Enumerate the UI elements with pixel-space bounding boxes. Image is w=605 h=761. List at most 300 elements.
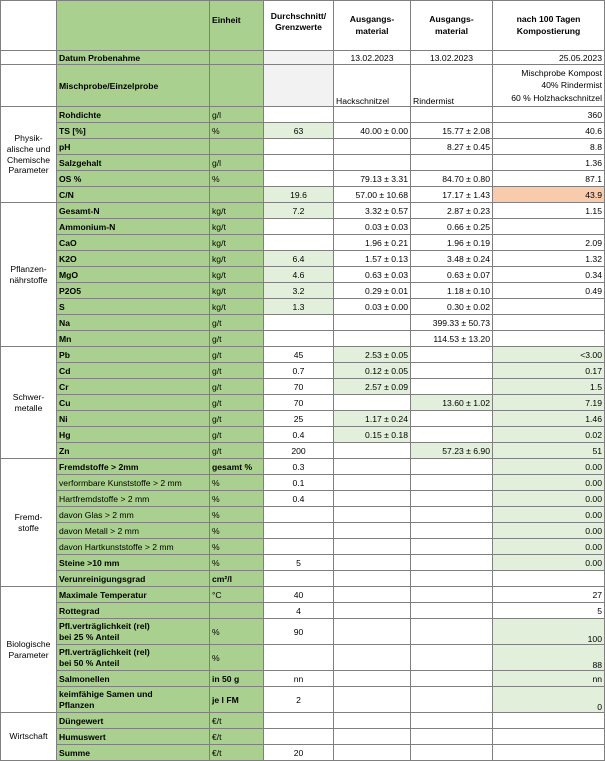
row-limit: 0.4 bbox=[264, 427, 334, 443]
row-value-1 bbox=[334, 729, 411, 745]
table-row bbox=[1, 363, 605, 379]
row-label: TS [%] bbox=[57, 123, 210, 139]
row-value-3: 7.19 bbox=[493, 395, 605, 411]
row-limit: 4 bbox=[264, 603, 334, 619]
row-value-2: 0.66 ± 0.25 bbox=[411, 219, 493, 235]
table-row bbox=[1, 331, 605, 347]
row-value-1 bbox=[334, 107, 411, 123]
table-row bbox=[1, 475, 605, 491]
table-row bbox=[1, 315, 605, 331]
row-value-3: 0.00 bbox=[493, 523, 605, 539]
row-value-1: 40.00 ± 0.00 bbox=[334, 123, 411, 139]
row-unit: g/t bbox=[210, 443, 264, 459]
row-value-3: 5 bbox=[493, 603, 605, 619]
table-row bbox=[1, 139, 605, 155]
mix-unit bbox=[210, 65, 264, 107]
category-naehr: Pflanzen- nährstoffe bbox=[1, 203, 57, 347]
row-value-2 bbox=[411, 745, 493, 761]
row-label: S bbox=[57, 299, 210, 315]
row-label: C/N bbox=[57, 187, 210, 203]
row-label: Ammonium-N bbox=[57, 219, 210, 235]
row-value-3: 100 bbox=[493, 619, 605, 645]
row-limit: 45 bbox=[264, 347, 334, 363]
row-value-3: 1.15 bbox=[493, 203, 605, 219]
row-label: Maximale Temperatur bbox=[57, 587, 210, 603]
row-unit: kg/t bbox=[210, 283, 264, 299]
row-value-3: 88 bbox=[493, 645, 605, 671]
row-value-3: 2.09 bbox=[493, 235, 605, 251]
row-value-2: 17.17 ± 1.43 bbox=[411, 187, 493, 203]
mix-cat-cell bbox=[1, 65, 57, 107]
header-col3: nach 100 Tagen Kompostierung bbox=[493, 1, 605, 51]
row-limit: 20 bbox=[264, 745, 334, 761]
row-limit: nn bbox=[264, 671, 334, 687]
row-unit: gesamt % bbox=[210, 459, 264, 475]
row-value-3: <3.00 bbox=[493, 347, 605, 363]
mix-value-3: Mischprobe Kompost 40% Rindermist 60 % Holzhackschnitzel bbox=[493, 65, 605, 107]
category-phys: Physik- alische und Chemische Parameter bbox=[1, 107, 57, 203]
row-limit: 25 bbox=[264, 411, 334, 427]
header-blank bbox=[57, 1, 210, 51]
row-label: Cr bbox=[57, 379, 210, 395]
row-unit: % bbox=[210, 491, 264, 507]
row-value-3 bbox=[493, 745, 605, 761]
table-row bbox=[1, 555, 605, 571]
table-row bbox=[1, 427, 605, 443]
row-label: Pfl.verträglichkeit (rel) bei 25 % Anteil bbox=[57, 619, 210, 645]
row-value-3 bbox=[493, 729, 605, 745]
row-value-3: 0.00 bbox=[493, 459, 605, 475]
row-label: Rottegrad bbox=[57, 603, 210, 619]
row-label: Cd bbox=[57, 363, 210, 379]
row-unit: kg/t bbox=[210, 251, 264, 267]
row-limit bbox=[264, 523, 334, 539]
row-label: P2O5 bbox=[57, 283, 210, 299]
row-unit: g/t bbox=[210, 411, 264, 427]
table-row bbox=[1, 155, 605, 171]
row-value-2 bbox=[411, 507, 493, 523]
row-limit: 0.7 bbox=[264, 363, 334, 379]
row-value-1 bbox=[334, 587, 411, 603]
row-unit: % bbox=[210, 555, 264, 571]
row-value-3: 360 bbox=[493, 107, 605, 123]
row-value-2 bbox=[411, 645, 493, 671]
row-limit: 3.2 bbox=[264, 283, 334, 299]
mix-label: Mischprobe/Einzelprobe bbox=[57, 65, 210, 107]
row-value-2: 8.27 ± 0.45 bbox=[411, 139, 493, 155]
category-wirt: Wirtschaft bbox=[1, 713, 57, 761]
row-limit bbox=[264, 235, 334, 251]
row-value-1 bbox=[334, 539, 411, 555]
row-limit: 70 bbox=[264, 379, 334, 395]
row-limit: 0.4 bbox=[264, 491, 334, 507]
row-value-3: 0.17 bbox=[493, 363, 605, 379]
row-value-3: 0.49 bbox=[493, 283, 605, 299]
row-limit: 90 bbox=[264, 619, 334, 645]
row-limit: 40 bbox=[264, 587, 334, 603]
row-limit bbox=[264, 219, 334, 235]
row-limit bbox=[264, 139, 334, 155]
row-label: Fremdstoffe > 2mm bbox=[57, 459, 210, 475]
table-row bbox=[1, 603, 605, 619]
row-value-2: 2.87 ± 0.23 bbox=[411, 203, 493, 219]
row-label: davon Hartkunststoffe > 2 mm bbox=[57, 539, 210, 555]
table-row bbox=[1, 171, 605, 187]
row-value-2: 13.60 ± 1.02 bbox=[411, 395, 493, 411]
row-value-3 bbox=[493, 219, 605, 235]
row-limit bbox=[264, 107, 334, 123]
row-unit: % bbox=[210, 475, 264, 491]
row-value-1: 57.00 ± 10.68 bbox=[334, 187, 411, 203]
row-limit: 2 bbox=[264, 687, 334, 713]
row-limit: 0.3 bbox=[264, 459, 334, 475]
row-value-3 bbox=[493, 571, 605, 587]
row-value-2 bbox=[411, 379, 493, 395]
row-limit: 1.3 bbox=[264, 299, 334, 315]
table-row bbox=[1, 619, 605, 645]
row-value-1 bbox=[334, 619, 411, 645]
row-value-3: nn bbox=[493, 671, 605, 687]
row-label: Summe bbox=[57, 745, 210, 761]
row-limit: 19.6 bbox=[264, 187, 334, 203]
row-unit: g/t bbox=[210, 395, 264, 411]
row-label: Düngewert bbox=[57, 713, 210, 729]
mix-value-1: Hackschnitzel bbox=[334, 65, 411, 107]
row-unit: g/l bbox=[210, 107, 264, 123]
row-unit: % bbox=[210, 171, 264, 187]
row-label: Rohdichte bbox=[57, 107, 210, 123]
row-value-2 bbox=[411, 347, 493, 363]
row-value-2 bbox=[411, 729, 493, 745]
date-unit bbox=[210, 51, 264, 65]
row-unit: €/t bbox=[210, 729, 264, 745]
table-row bbox=[1, 187, 605, 203]
row-value-1 bbox=[334, 459, 411, 475]
row-value-1 bbox=[334, 443, 411, 459]
row-limit: 63 bbox=[264, 123, 334, 139]
date-cat-cell bbox=[1, 51, 57, 65]
row-limit bbox=[264, 729, 334, 745]
row-limit: 0.1 bbox=[264, 475, 334, 491]
row-value-1: 79.13 ± 3.31 bbox=[334, 171, 411, 187]
table-row bbox=[1, 507, 605, 523]
row-value-2 bbox=[411, 603, 493, 619]
row-label: Na bbox=[57, 315, 210, 331]
row-unit: g/t bbox=[210, 347, 264, 363]
row-value-1: 0.15 ± 0.18 bbox=[334, 427, 411, 443]
row-unit: % bbox=[210, 645, 264, 671]
row-limit bbox=[264, 155, 334, 171]
row-unit: €/t bbox=[210, 713, 264, 729]
row-limit: 70 bbox=[264, 395, 334, 411]
row-value-2: 1.96 ± 0.19 bbox=[411, 235, 493, 251]
table-row bbox=[1, 411, 605, 427]
row-value-1: 1.17 ± 0.24 bbox=[334, 411, 411, 427]
row-value-3: 0.00 bbox=[493, 539, 605, 555]
row-limit: 5 bbox=[264, 555, 334, 571]
row-label: davon Metall > 2 mm bbox=[57, 523, 210, 539]
row-unit: €/t bbox=[210, 745, 264, 761]
row-label: Verunreinigungsgrad bbox=[57, 571, 210, 587]
row-value-2: 0.63 ± 0.07 bbox=[411, 267, 493, 283]
row-value-1 bbox=[334, 139, 411, 155]
row-value-1 bbox=[334, 713, 411, 729]
row-limit: 6.4 bbox=[264, 251, 334, 267]
row-limit: 200 bbox=[264, 443, 334, 459]
table-row bbox=[1, 107, 605, 123]
row-value-1 bbox=[334, 331, 411, 347]
header-col1: Ausgangs- material bbox=[334, 1, 411, 51]
row-value-3: 0.02 bbox=[493, 427, 605, 443]
row-unit: kg/t bbox=[210, 219, 264, 235]
table-row bbox=[1, 283, 605, 299]
row-unit: kg/t bbox=[210, 299, 264, 315]
date-value-2: 13.02.2023 bbox=[411, 51, 493, 65]
row-unit bbox=[210, 139, 264, 155]
row-label: keimfähige Samen und Pflanzen bbox=[57, 687, 210, 713]
row-value-1 bbox=[334, 155, 411, 171]
row-limit bbox=[264, 171, 334, 187]
row-value-1 bbox=[334, 555, 411, 571]
row-value-1 bbox=[334, 745, 411, 761]
row-value-3: 0.00 bbox=[493, 475, 605, 491]
row-value-2 bbox=[411, 523, 493, 539]
row-unit: kg/t bbox=[210, 267, 264, 283]
row-label: Salmonellen bbox=[57, 671, 210, 687]
date-value-3: 25.05.2023 bbox=[493, 51, 605, 65]
table-row bbox=[1, 267, 605, 283]
row-unit: % bbox=[210, 539, 264, 555]
table-row bbox=[1, 687, 605, 713]
row-value-1: 2.57 ± 0.09 bbox=[334, 379, 411, 395]
row-value-2 bbox=[411, 587, 493, 603]
table-row bbox=[1, 645, 605, 671]
corner-cell bbox=[1, 1, 57, 51]
row-label: OS % bbox=[57, 171, 210, 187]
row-value-2: 399.33 ± 50.73 bbox=[411, 315, 493, 331]
row-label: Hartfremdstoffe > 2 mm bbox=[57, 491, 210, 507]
row-value-2: 3.48 ± 0.24 bbox=[411, 251, 493, 267]
row-value-2 bbox=[411, 363, 493, 379]
row-limit bbox=[264, 539, 334, 555]
row-unit: in 50 g bbox=[210, 671, 264, 687]
row-value-2: 15.77 ± 2.08 bbox=[411, 123, 493, 139]
row-value-1 bbox=[334, 315, 411, 331]
header-limit: Durchschnitt/ Grenzwerte bbox=[264, 1, 334, 51]
row-unit: % bbox=[210, 507, 264, 523]
row-value-2 bbox=[411, 427, 493, 443]
row-value-3: 0.00 bbox=[493, 507, 605, 523]
row-label: Pfl.verträglichkeit (rel) bei 50 % Anteil bbox=[57, 645, 210, 671]
row-label: Pb bbox=[57, 347, 210, 363]
date-value-1: 13.02.2023 bbox=[334, 51, 411, 65]
row-unit: % bbox=[210, 523, 264, 539]
row-limit bbox=[264, 331, 334, 347]
row-label: Humuswert bbox=[57, 729, 210, 745]
row-value-2 bbox=[411, 687, 493, 713]
table-row bbox=[1, 299, 605, 315]
row-value-3: 0.34 bbox=[493, 267, 605, 283]
row-label: K2O bbox=[57, 251, 210, 267]
row-value-2: 84.70 ± 0.80 bbox=[411, 171, 493, 187]
table-row bbox=[1, 729, 605, 745]
row-value-2 bbox=[411, 539, 493, 555]
row-label: verformbare Kunststoffe > 2 mm bbox=[57, 475, 210, 491]
row-label: MgO bbox=[57, 267, 210, 283]
row-value-1 bbox=[334, 645, 411, 671]
row-limit: 4.6 bbox=[264, 267, 334, 283]
row-value-2 bbox=[411, 491, 493, 507]
table-row bbox=[1, 379, 605, 395]
row-value-1: 0.03 ± 0.03 bbox=[334, 219, 411, 235]
row-unit: kg/t bbox=[210, 235, 264, 251]
row-value-1: 3.32 ± 0.57 bbox=[334, 203, 411, 219]
row-value-3: 1.46 bbox=[493, 411, 605, 427]
row-label: Hg bbox=[57, 427, 210, 443]
table-row bbox=[1, 203, 605, 219]
row-value-2 bbox=[411, 555, 493, 571]
category-bio: Biologische Parameter bbox=[1, 587, 57, 713]
table-row bbox=[1, 235, 605, 251]
date-label: Datum Probenahme bbox=[57, 51, 210, 65]
table-row bbox=[1, 523, 605, 539]
row-label: CaO bbox=[57, 235, 210, 251]
row-value-3 bbox=[493, 331, 605, 347]
row-unit: je l FM bbox=[210, 687, 264, 713]
row-value-1: 0.63 ± 0.03 bbox=[334, 267, 411, 283]
row-unit: g/t bbox=[210, 315, 264, 331]
row-label: davon Glas > 2 mm bbox=[57, 507, 210, 523]
row-value-2 bbox=[411, 107, 493, 123]
row-limit bbox=[264, 315, 334, 331]
row-value-1: 1.96 ± 0.21 bbox=[334, 235, 411, 251]
table-row bbox=[1, 539, 605, 555]
row-value-3: 0.00 bbox=[493, 555, 605, 571]
row-value-2 bbox=[411, 155, 493, 171]
row-value-3: 40.6 bbox=[493, 123, 605, 139]
row-value-1: 2.53 ± 0.05 bbox=[334, 347, 411, 363]
table-row bbox=[1, 219, 605, 235]
row-value-3 bbox=[493, 299, 605, 315]
row-value-1 bbox=[334, 571, 411, 587]
row-value-3: 27 bbox=[493, 587, 605, 603]
row-unit bbox=[210, 187, 264, 203]
table-row bbox=[1, 745, 605, 761]
row-value-3: 0 bbox=[493, 687, 605, 713]
row-value-3: 1.32 bbox=[493, 251, 605, 267]
row-value-2: 1.18 ± 0.10 bbox=[411, 283, 493, 299]
row-unit: g/t bbox=[210, 379, 264, 395]
row-label: Zn bbox=[57, 443, 210, 459]
table-row bbox=[1, 571, 605, 587]
row-unit: g/l bbox=[210, 155, 264, 171]
row-label: Mn bbox=[57, 331, 210, 347]
table-row bbox=[1, 347, 605, 363]
row-label: Gesamt-N bbox=[57, 203, 210, 219]
row-label: pH bbox=[57, 139, 210, 155]
row-label: Steine >10 mm bbox=[57, 555, 210, 571]
row-value-1 bbox=[334, 671, 411, 687]
row-value-3: 1.36 bbox=[493, 155, 605, 171]
row-unit: g/t bbox=[210, 427, 264, 443]
row-value-1 bbox=[334, 475, 411, 491]
table-row bbox=[1, 443, 605, 459]
row-value-2 bbox=[411, 475, 493, 491]
row-unit: g/t bbox=[210, 363, 264, 379]
row-value-2 bbox=[411, 571, 493, 587]
row-limit bbox=[264, 507, 334, 523]
row-limit: 7.2 bbox=[264, 203, 334, 219]
row-label: Cu bbox=[57, 395, 210, 411]
row-limit bbox=[264, 713, 334, 729]
row-unit: kg/t bbox=[210, 203, 264, 219]
row-value-2 bbox=[411, 713, 493, 729]
row-limit bbox=[264, 645, 334, 671]
row-unit: g/t bbox=[210, 331, 264, 347]
date-limit bbox=[264, 51, 334, 65]
row-limit bbox=[264, 571, 334, 587]
header-col2: Ausgangs- material bbox=[411, 1, 493, 51]
table-row bbox=[1, 491, 605, 507]
category-fremd: Fremd- stoffe bbox=[1, 459, 57, 587]
row-value-3 bbox=[493, 315, 605, 331]
row-unit: % bbox=[210, 619, 264, 645]
row-value-1: 0.29 ± 0.01 bbox=[334, 283, 411, 299]
row-unit: % bbox=[210, 123, 264, 139]
row-value-2 bbox=[411, 459, 493, 475]
row-value-1: 0.03 ± 0.00 bbox=[334, 299, 411, 315]
row-value-3: 8.8 bbox=[493, 139, 605, 155]
row-unit bbox=[210, 603, 264, 619]
row-label: Salzgehalt bbox=[57, 155, 210, 171]
table-row bbox=[1, 587, 605, 603]
category-schwer: Schwer- metalle bbox=[1, 347, 57, 459]
row-value-1: 0.12 ± 0.05 bbox=[334, 363, 411, 379]
row-value-2: 57.23 ± 6.90 bbox=[411, 443, 493, 459]
row-value-1 bbox=[334, 507, 411, 523]
row-value-1 bbox=[334, 687, 411, 713]
row-unit: cm²/l bbox=[210, 571, 264, 587]
mix-limit bbox=[264, 65, 334, 107]
table-row bbox=[1, 251, 605, 267]
row-value-2 bbox=[411, 619, 493, 645]
row-value-1 bbox=[334, 395, 411, 411]
row-value-3: 1.5 bbox=[493, 379, 605, 395]
row-value-3: 87.1 bbox=[493, 171, 605, 187]
mix-value-2: Rindermist bbox=[411, 65, 493, 107]
row-value-1: 1.57 ± 0.13 bbox=[334, 251, 411, 267]
table-row bbox=[1, 459, 605, 475]
row-value-1 bbox=[334, 523, 411, 539]
row-value-3 bbox=[493, 713, 605, 729]
row-value-2 bbox=[411, 411, 493, 427]
row-value-3: 43.9 bbox=[493, 187, 605, 203]
row-value-1 bbox=[334, 603, 411, 619]
table-row bbox=[1, 713, 605, 729]
table-row bbox=[1, 671, 605, 687]
row-value-3: 51 bbox=[493, 443, 605, 459]
row-value-3: 0.00 bbox=[493, 491, 605, 507]
table-row bbox=[1, 123, 605, 139]
table-row bbox=[1, 395, 605, 411]
row-value-2: 114.53 ± 13.20 bbox=[411, 331, 493, 347]
row-label: Ni bbox=[57, 411, 210, 427]
header-unit: Einheit bbox=[210, 1, 264, 51]
row-value-2: 0.30 ± 0.02 bbox=[411, 299, 493, 315]
row-value-2 bbox=[411, 671, 493, 687]
row-value-1 bbox=[334, 491, 411, 507]
row-unit: °C bbox=[210, 587, 264, 603]
